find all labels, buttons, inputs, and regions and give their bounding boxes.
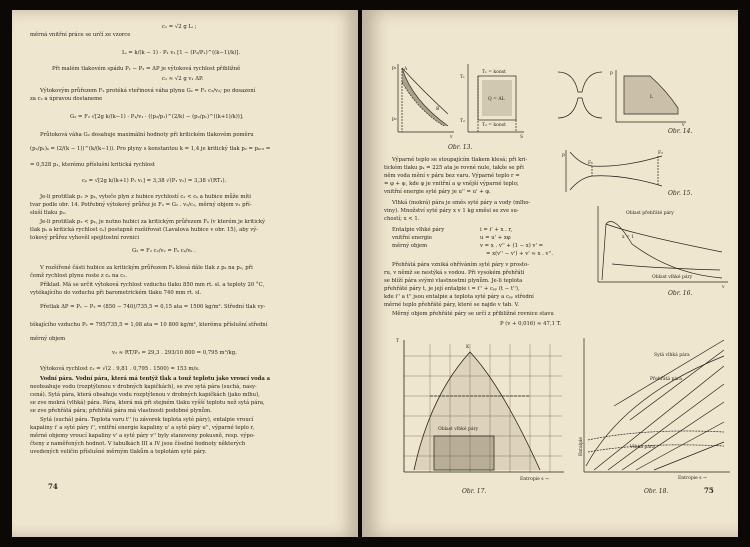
text-line: Výparné teplo se stoupajícím tlakem klesá; při kri- bbox=[392, 157, 528, 163]
fig18-label: Entalpie bbox=[579, 436, 584, 456]
equation: Přetlak ΔP = P₁ − P₂ = (850 − 740)/735,5 = 0,15 ata = 1500 kg/m². Střední tlak vy- bbox=[40, 304, 266, 310]
fig14-label: v bbox=[682, 123, 685, 126]
fig14-label: L bbox=[650, 95, 653, 100]
figure-caption: Obr. 13. bbox=[448, 144, 473, 151]
fig13-label: T₂ bbox=[460, 119, 465, 124]
fig17-label: K bbox=[466, 345, 470, 350]
fig13-label: B bbox=[436, 107, 440, 112]
text-line: měrné teplo přehřáté páry, které se najde v tab. V. bbox=[384, 302, 520, 308]
text-line: měrný objem bbox=[392, 243, 428, 249]
text-line: Měrný objem přehřáté páry se určí z přibližné rovnice stavu bbox=[392, 311, 554, 317]
fig14-label: p bbox=[610, 71, 613, 76]
text-line: Je-li protitlak p₂ > pₖ, vyteče plyn z hubice rychlostí c₂ < cₖ a hubice může míti bbox=[40, 194, 251, 200]
figure-caption: Obr. 16. bbox=[668, 290, 693, 297]
fig18-label: Vlhká pára bbox=[630, 445, 655, 450]
text-line: tvar podle obr. 14. Potřebný výtokový průřez je F₂ = G₂ . v₂/c₂, měrný objem v₂ pří- bbox=[30, 202, 252, 208]
fig13-label: Q = AL bbox=[488, 97, 505, 102]
fig16-label: Oblast přehřáté páry bbox=[626, 211, 674, 216]
fig17-label: Entropie s → bbox=[520, 477, 549, 482]
text-line: čemž rychlost plynu roste z cₖ na c₂. bbox=[30, 273, 127, 279]
text-line: Průtoková váha G₂ dosahuje maximální hodnoty při kritickém tlakovém poměru bbox=[40, 132, 254, 138]
text-line: cená). Sytá pára, která obsahuje vodu rozptýlenou v drobných kapičkách (jako mlhu), bbox=[30, 392, 260, 398]
text-line: vnitřní energie syté páry je u'' = u' + φ. bbox=[384, 189, 491, 195]
fig13-label: S bbox=[520, 135, 524, 140]
fig13-label: A bbox=[404, 67, 408, 72]
page-number: 75 bbox=[704, 486, 714, 495]
figure-caption: Obr. 17. bbox=[462, 488, 487, 495]
text-line: Vlhká (mokrá) pára je směs syté páry a vody (mlho- bbox=[392, 200, 531, 206]
text-line: (p₂/p₁)ₖ = (2/(k − 1))^(k/(k−1)). Pro plyny s konstantou k = 1,4 je kritický tlak p₂ = pₖᵣᵢₜ = bbox=[30, 146, 271, 152]
fig15-label: p bbox=[562, 153, 565, 158]
text-line: Je-li protitlak p₂ < pₖ, je nutno hubici za kritickým průřezem Fₖ (v kterém je kritický bbox=[40, 219, 266, 225]
figure-17 bbox=[390, 336, 566, 482]
text-line: tokový průřez vyhověl spojitostní rovnici bbox=[30, 235, 140, 241]
text-line: kapaliny i' a syté páry i'', vnitřní energie kapaliny u' a syté páry u'', výparné teplo r, bbox=[30, 425, 255, 431]
text-line: se zve mokrá (vlhká) pára. Pára, která má při stejném tlaku vyšší teplotu než sytá pára, bbox=[30, 400, 265, 406]
text-line: Výtokovým průřezem F₂ protéká vteřinová váha plynu G₂ = F₂ c₂/v₂; po dosazení bbox=[40, 88, 256, 94]
fig15-label: Fₖ bbox=[588, 161, 593, 166]
text-line: Příklad. Má se určit výtoková rychlost vzduchu tlaku 850 mm rt. sl. a teploty 20 °C, bbox=[40, 282, 265, 288]
text-line: kde i'' a t'' jsou entalpie a teplota syté páry a cₚₚ střední bbox=[384, 294, 534, 300]
text-line: přehřáté páry t, je její entalpie i = i'' + cₚₚ (t − t''), bbox=[384, 286, 520, 292]
text-line: Při malém tlakovém spádu P₁ − P₂ = ΔP je výtoková rychlost přibližně bbox=[52, 66, 241, 72]
equation: v₂ ≈ RT/P₂ = 29,3 . 293/10 800 = 0,795 m³/kg. bbox=[112, 350, 237, 356]
text-line: uvedených veličin příslušné měrným tlakům a teplotám syté páry. bbox=[30, 449, 207, 455]
text-line: Výtoková rychlost c₂ = √(2 . 9,81 . 0,795 . 1500) = 153 m/s. bbox=[40, 366, 200, 372]
left-page bbox=[12, 10, 358, 537]
figure-caption: Obr. 14. bbox=[668, 128, 693, 135]
text-line: viny). Množství syté páry x v 1 kg směsi se zve su- bbox=[384, 208, 519, 214]
page-number: 74 bbox=[48, 482, 58, 491]
text-line: = φ + ψ, kde φ je vnitřní a ψ vnější výparné teplo; bbox=[384, 181, 519, 187]
fig17-label: Oblast vlhké páry bbox=[438, 427, 479, 432]
text-line: se zve přehřátá pára; přehřátá pára má vlastnosti podobné plynům. bbox=[30, 408, 212, 414]
text-line: vnitřní energie bbox=[392, 235, 432, 241]
equation: tékajícího vzduchu P₂ = 795/735,5 = 1,08 ata = 10 800 kg/m², kterému příslušní střední bbox=[30, 322, 268, 328]
text-line: se blíží pára svými vlastnostmi plynům. Je-li teplota bbox=[384, 278, 523, 284]
figure-16 bbox=[592, 204, 732, 288]
equation: G₂ = F₂ √[2g k/(k−1) · P₁/v₁ · ((p₂/p₁)^(2/k) − (p₂/p₁)^((k+1)/k))]. bbox=[70, 114, 244, 120]
figure-15 bbox=[562, 148, 672, 194]
figure-caption: Obr. 18. bbox=[644, 488, 669, 495]
text-line: Vodní pára. Vodní pára, která má tentýž tlak a touž teplotu jako vroucí voda a bbox=[40, 376, 271, 382]
text-line: sluší tlaku p₂. bbox=[30, 210, 67, 216]
figure-18 bbox=[574, 336, 734, 480]
equation: v = x . v'' + (1 − x) v' = bbox=[480, 243, 544, 249]
equation: cₖ = √[2g k/(k+1) P₁ v₁] = 3,38 √(P₁ v₁) = 3,38 √(RT₁). bbox=[82, 178, 227, 184]
fig18-label: Entropie s → bbox=[678, 476, 707, 480]
fig15-label: F₂ bbox=[658, 151, 663, 156]
text-line: za c₂ a úpravou dostaneme bbox=[30, 96, 103, 102]
equation: Lᵢ = k/(k − 1) · P₁ v₁ [1 − (P₂/P₁)^((k−1)/k)]. bbox=[122, 50, 241, 56]
text-line: měrné objemy vroucí kapaliny v' a syté páry v'' byly stanoveny pokusně, resp. výpo- bbox=[30, 433, 255, 439]
text-line: Sytá (suchá) pára. Teplota varu t'' (u závorek teplota syté páry), entalpie vroucí bbox=[40, 417, 254, 423]
fig18-label: Přehřátá pára bbox=[650, 377, 682, 382]
fig13-label: T₁ bbox=[460, 75, 465, 80]
figure-caption: Obr. 15. bbox=[668, 190, 693, 197]
text-line: vytékajícího do vzduchu při barometrickém tlaku 740 mm rt. sl. bbox=[30, 290, 202, 296]
right-page bbox=[362, 10, 738, 537]
text-line: Přehřátá pára vzniká ohříváním syté páry v prosto- bbox=[392, 262, 529, 268]
fig13-label: T₂ = konst bbox=[482, 123, 506, 128]
fig13-label: v bbox=[450, 135, 453, 140]
fig13-label: p₂ bbox=[392, 117, 397, 122]
equation: c₁ ≈ √2 g v₁ ΔP. bbox=[162, 76, 204, 82]
figure-14 bbox=[554, 66, 690, 126]
equation: P (v + 0,016) ≈ 47,1 T. bbox=[500, 321, 562, 327]
text-line: V rozšířené části hubice za kritickým průřezem Fₖ klesá dále tlak z pₖ na p₂, při bbox=[40, 265, 253, 271]
equation: = x(v'' − v') + v' ≈ x . v''. bbox=[486, 251, 554, 257]
text-line: neobsahuje vodu (rozptýlenou v drobných kapičkách), se zve sytá pára (suchá, nasy- bbox=[30, 384, 257, 390]
text-line: = 0,528 p₁, kterému příslušní kritická rychlost bbox=[30, 162, 155, 168]
text-line: Entalpie vlhké páry bbox=[392, 227, 445, 233]
equation: G₂ = F₂ c₂/v₂ = Fₖ cₖ/vₖ . bbox=[132, 248, 196, 254]
text-line: chostí; x < 1. bbox=[384, 216, 420, 222]
fig16-label: x = 1 bbox=[622, 235, 635, 240]
text-line: tlak pₖ a kritická rychlost cₖ) postupně rozšiřovat (Lavalova hubice v obr. 15), aby vý- bbox=[30, 227, 259, 233]
fig18-label: Sytá vlhká pára bbox=[654, 353, 690, 358]
fig16-label: v bbox=[722, 285, 725, 288]
text-line: c₁ = √2 g Lᵢ ; bbox=[162, 24, 197, 30]
fig16-label: Oblast vlhké páry bbox=[652, 275, 693, 280]
text-line: něm voda mění v páru bez varu. Výparné teplo r = bbox=[384, 173, 520, 179]
fig13-label: p₁ bbox=[392, 66, 397, 71]
text-line: měrný objem bbox=[30, 336, 66, 342]
fig13-label: T₁ = konst bbox=[482, 70, 506, 75]
figure-13 bbox=[392, 60, 530, 140]
text-line: ru, v němž se nestýká s vodou. Při vysokém přehřátí bbox=[384, 270, 525, 276]
equation: u = u' + xφ bbox=[480, 235, 511, 241]
equation: i = i' + x . r, bbox=[480, 227, 513, 233]
text-line: čteny z naměřených hodnot. V tabulkách III a IV jsou číselné hodnoty některých bbox=[30, 441, 246, 447]
fig17-label: T bbox=[396, 339, 400, 344]
text-line: měrná vnitřní práce se určí ze vzorce bbox=[30, 32, 131, 38]
text-line: tickém tlaku pₖ = 225 ata je rovné nule, takže se při bbox=[384, 165, 524, 171]
